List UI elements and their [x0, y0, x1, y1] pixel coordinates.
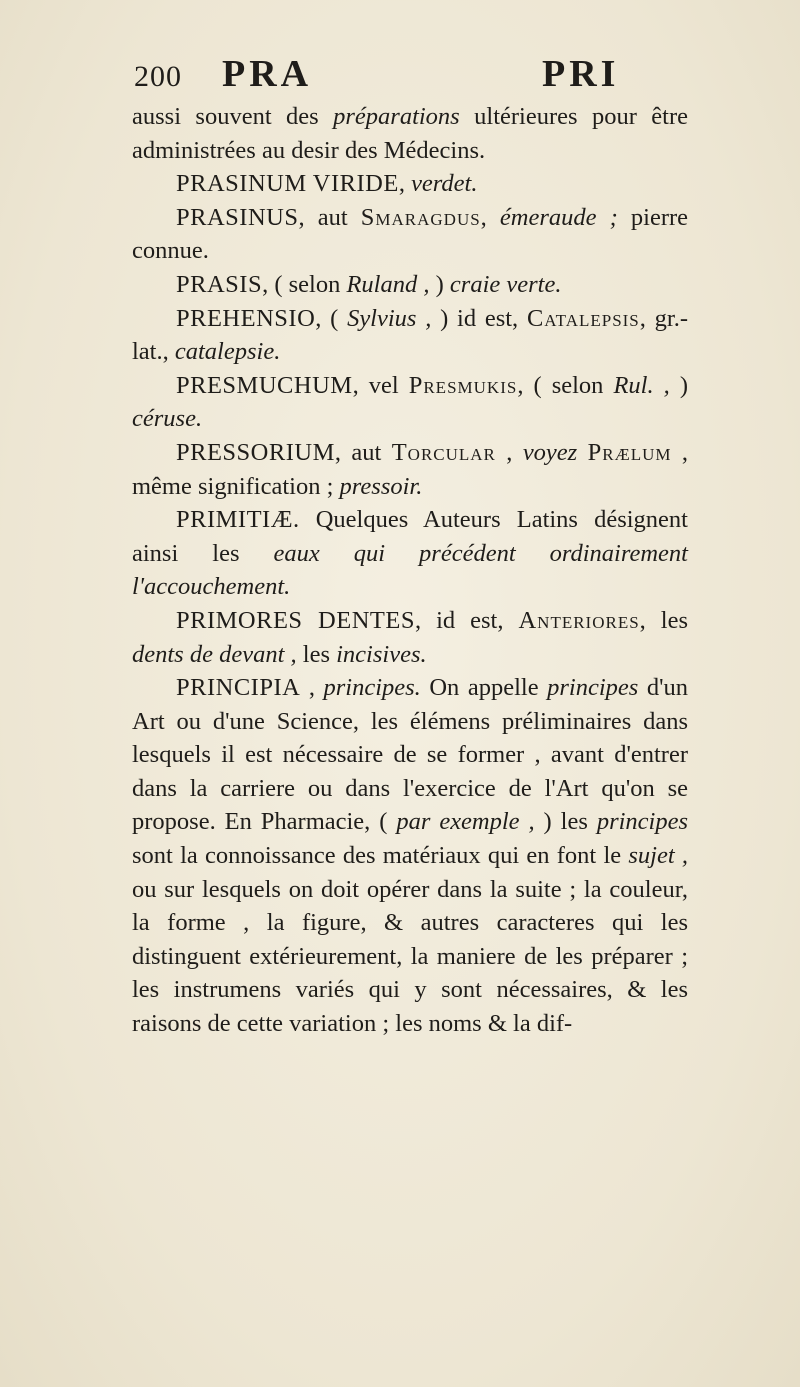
entry-primores-dentes: PRIMORES DENTES, id est, Anteriores, les dents de devant , les incisives. [132, 606, 689, 668]
headword: PRINCIPIA [176, 674, 301, 702]
entry-prasinus: PRASINUS, aut Smaragdus, émeraude ; pierre connue. [132, 203, 689, 265]
entry-primitiae: PRIMITIÆ. Quelques Auteurs Latins désignent ainsi les eaux qui précédent ordinairement l'accouchement. [132, 506, 688, 601]
synonym: Presmukis [408, 371, 518, 399]
french-term: pressoir. [339, 472, 423, 500]
headword: PRASIS [176, 270, 263, 298]
french-term: céruse. [132, 405, 203, 433]
running-head-right: PRI [542, 53, 620, 95]
entry-prasis: PRASIS, ( selon Ruland , ) craie verte. [176, 270, 562, 298]
french-term: catalepsie. [174, 338, 281, 366]
page-body [132, 100, 688, 1041]
french-term: verdet. [411, 170, 478, 198]
headword: PRASINUS [176, 203, 299, 231]
french-term: dents de devant , [132, 640, 297, 668]
synonym: Torcular [391, 438, 496, 466]
french-term: eaux qui précédent ordinairement l'accouchement. [132, 539, 688, 601]
french-term: principes [547, 674, 639, 702]
entry-prasinum-viride: PRASINUM VIRIDE, verdet. [176, 170, 478, 198]
french-term: incisives. [336, 640, 427, 668]
french-term: émeraude ; [499, 203, 618, 231]
synonym: Anteriores [518, 606, 640, 634]
headword: PRESMUCHUM [176, 371, 353, 399]
headword: PRASINUM VIRIDE [176, 170, 399, 198]
french-term: principes. [323, 674, 421, 702]
synonym: Catalepsis [526, 304, 640, 332]
author: Ruland , [346, 270, 430, 298]
running-head-left: PRA [222, 53, 313, 95]
headword: PRESSORIUM [176, 438, 335, 466]
french-term: principes [596, 808, 688, 836]
entry-principia: PRINCIPIA , principes. On appelle principes d'un Art ou d'une Science, les élémens préliminaires dans lesquels il est nécessaire de se former , avant d'entrer dans la carriere ou dans l'exercice de l'Art qu'on se propose. En Pharmacie, ( par exemple , ) les principes sont la connoissance des matériaux qui en font le sujet , ou sur lesquels on doit opérer dans la suite ; la couleur, la forme , la figure, & autres caracteres qui les distinguent extérieurement, la maniere de les préparer ; les instrumens variés qui y sont nécessaires, & les raisons de cette variation ; les noms & la dif- [132, 674, 688, 1038]
synonym: Smaragdus [360, 203, 481, 231]
french-term: par exemple , [396, 808, 535, 836]
entry-continuation: aussi souvent des préparations ultérieures pour être administrées au desir des Médecins. [132, 103, 688, 164]
headword: PREHENSIO [176, 304, 316, 332]
synonym: Prælum [587, 438, 672, 466]
french-term: craie verte. [449, 270, 562, 298]
page-number: 200 [134, 60, 182, 93]
cross-reference: voyez [522, 438, 578, 466]
entry-presmuchum: PRESMUCHUM, vel Presmukis, ( selon Rul. , ) céruse. [132, 371, 688, 433]
entry-prehensio: PREHENSIO, ( Sylvius , ) id est, Catalepsis, gr.-lat., catalepsie. [132, 304, 688, 366]
headword: PRIMITIÆ. [176, 506, 300, 534]
headword: PRIMORES DENTES [176, 606, 415, 634]
author: Rul. , [613, 371, 670, 399]
author: Sylvius , [347, 304, 432, 332]
french-term: sujet , [628, 842, 688, 870]
running-header [134, 52, 674, 102]
entry-pressorium: PRESSORIUM, aut Torcular , voyez Prælum , même signification ; pressoir. [132, 438, 688, 500]
